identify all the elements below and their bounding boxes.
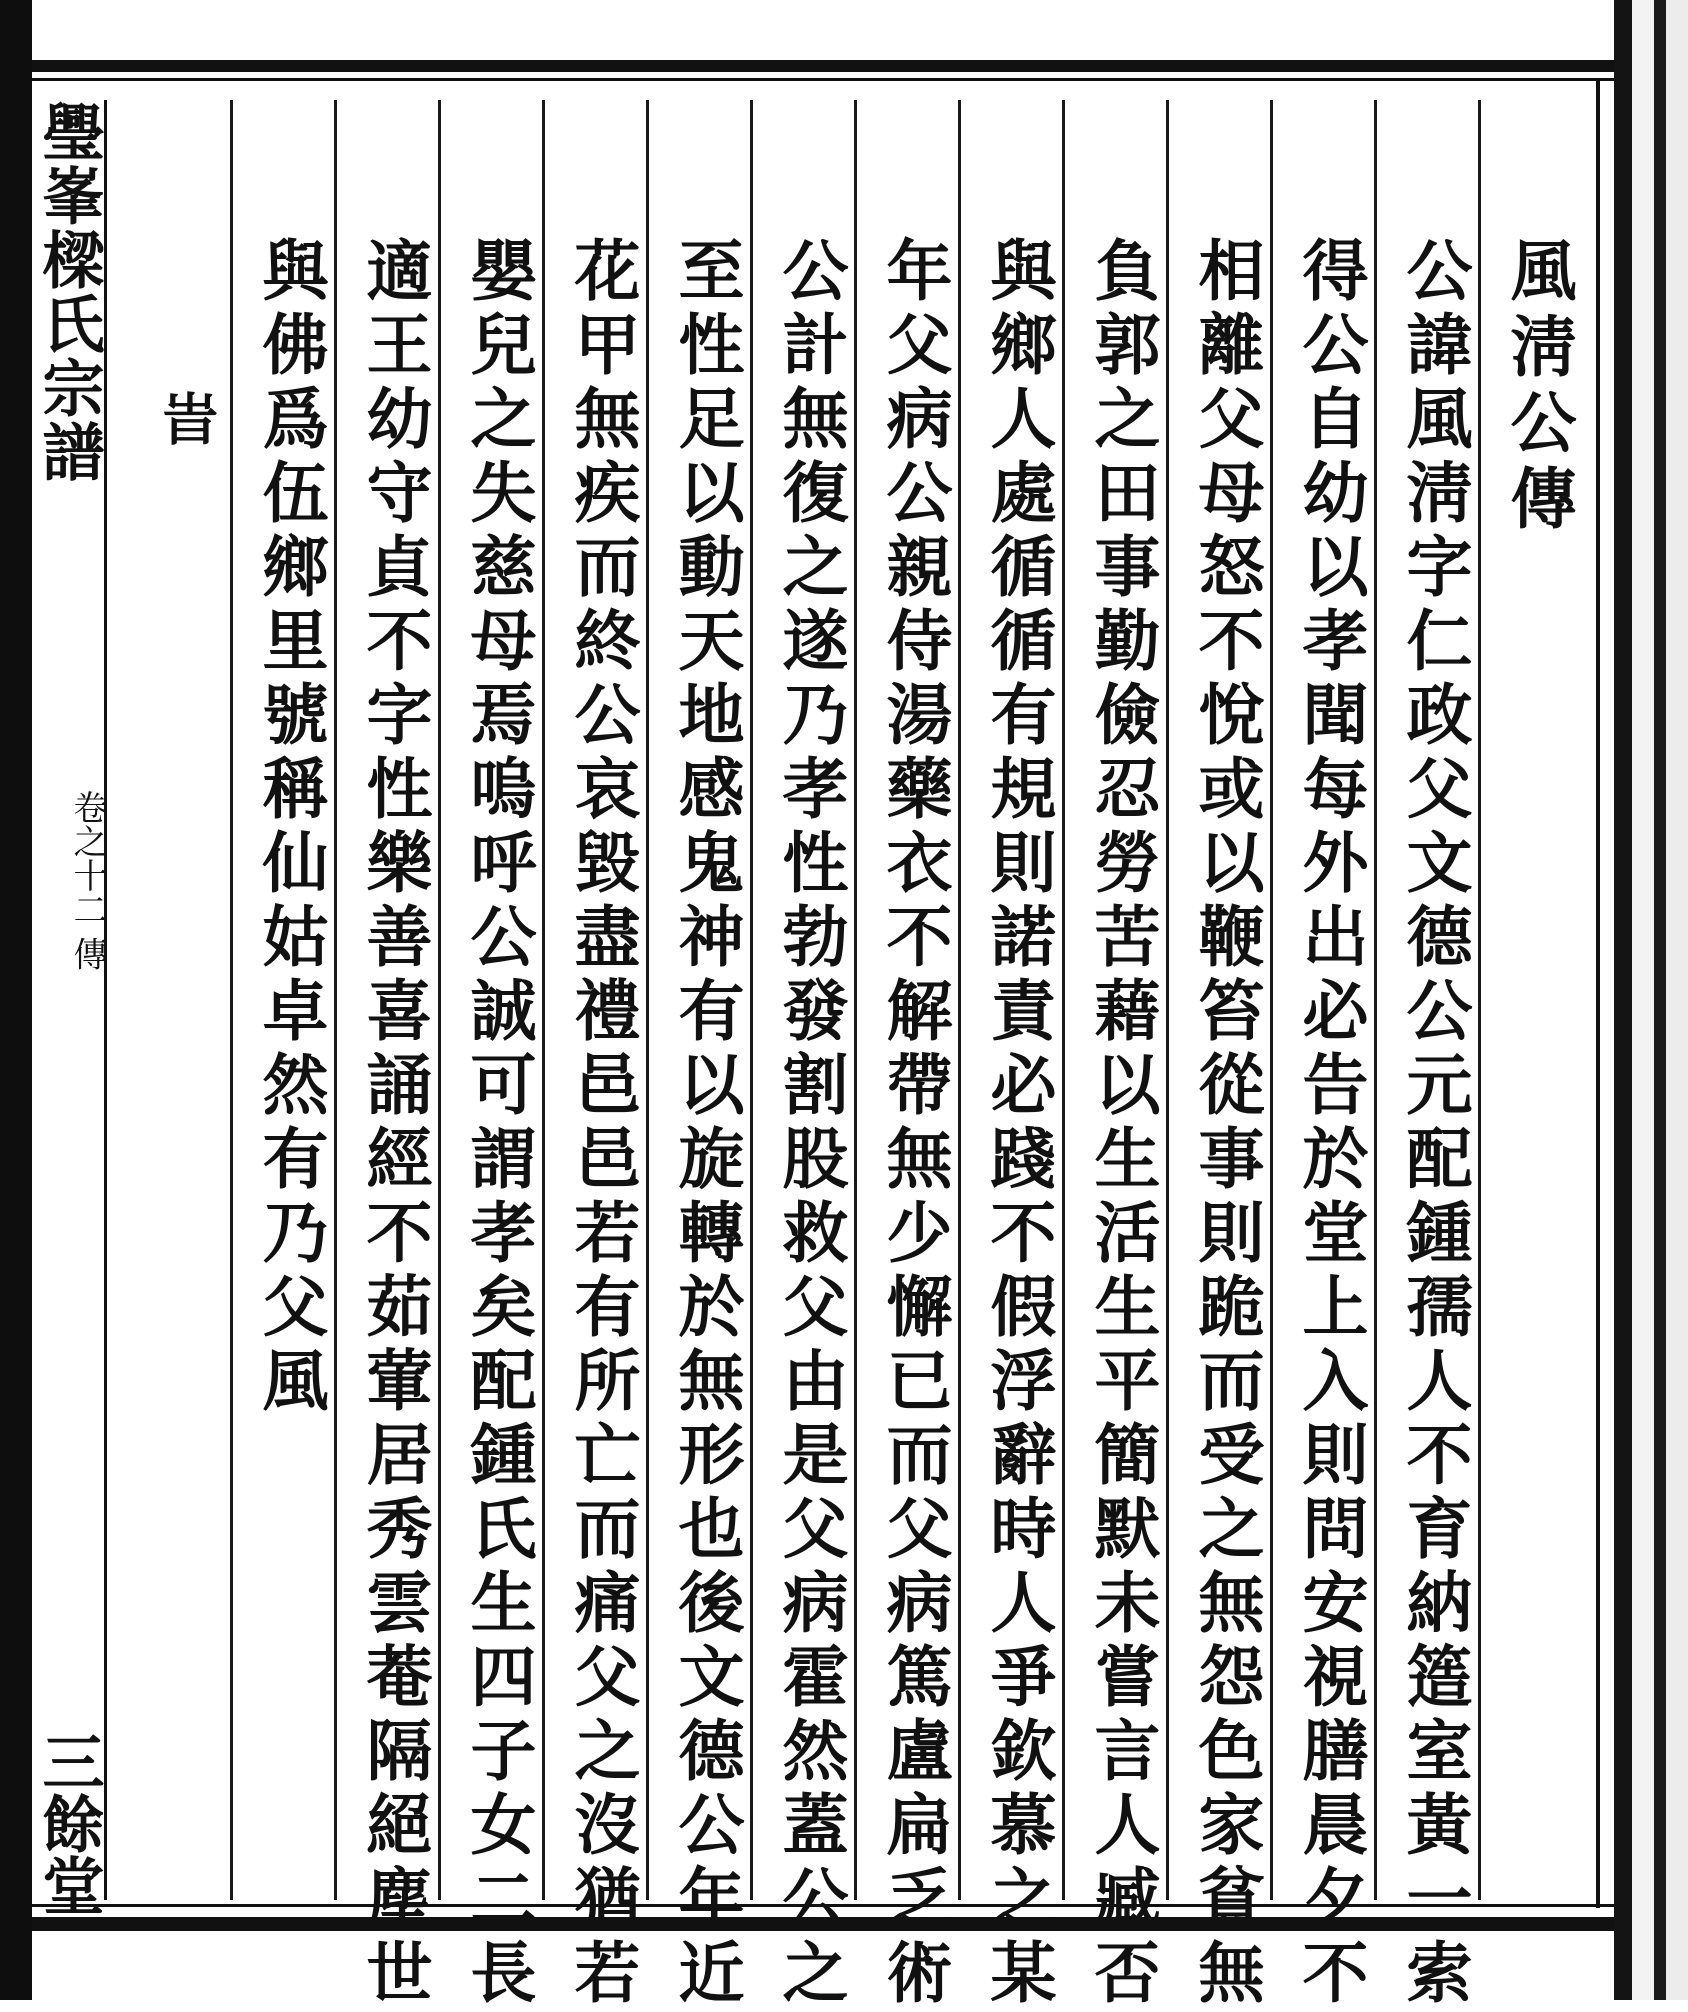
text-column-4: 負郭之田事勤儉忍勞苦藉以生活生平簡默未嘗言人臧否 — [1083, 236, 1161, 2012]
volume-section-label: 卷之十二 傳 — [67, 790, 107, 971]
page-edge-right — [1614, 0, 1632, 2000]
frame-top-border — [32, 60, 1614, 72]
biography-title: 風淸公傳 — [1499, 236, 1577, 540]
page-edge-right-gap — [1632, 0, 1654, 2000]
adjacent-page-margin — [1666, 0, 1688, 2000]
adjacent-page-edge — [1654, 0, 1666, 2000]
text-column-6: 年父病公親侍湯藥衣不解帶無少懈已而父病篤盧扁乏術 — [875, 236, 953, 2012]
column-rule — [230, 100, 233, 1900]
text-column-8: 至性足以動天地感鬼神有以旋轉於無形也後文德公年近 — [667, 236, 745, 2012]
text-column-10: 嬰兒之失慈母焉嗚呼公誠可謂孝矣配鍾氏生四子女二長 — [459, 236, 537, 2012]
text-column-3: 相離父母怒不悅或以鞭笞從事則跪而受之無怨色家貧無 — [1187, 236, 1265, 2012]
genealogy-title: 璺峯樑氏宗譜 — [32, 100, 105, 484]
text-column-13: 旹 — [153, 390, 219, 454]
text-column-7: 公計無復之遂乃孝性勃發割股救父由是父病霍然蓋公之 — [771, 236, 849, 2012]
page-edge-left — [0, 0, 32, 2000]
frame-top-inner-border — [32, 78, 1614, 81]
text-column-2: 得公自幼以孝聞每外出必告於堂上入則問安視膳晨夕不 — [1291, 236, 1369, 2012]
text-column-1: 公諱風淸字仁政父文德公元配鍾孺人不育納簉室黃一索 — [1395, 236, 1473, 2012]
text-column-5: 與鄉人處循循有規則諾責必踐不假浮辭時人爭欽慕之某 — [979, 236, 1057, 2012]
text-column-9: 花甲無疾而終公哀毀盡禮邑邑若有所亡而痛父之沒猶若 — [563, 236, 641, 2012]
text-column-12: 與佛爲伍鄉里號稱仙姑卓然有乃父風 — [251, 236, 329, 1420]
text-column-11: 適王幼守貞不字性樂善喜誦經不茹葷居秀雲菴隔絕塵世 — [355, 236, 433, 2012]
frame-right-border — [1596, 78, 1600, 1908]
hall-name: 三餘堂 — [32, 1730, 105, 1916]
